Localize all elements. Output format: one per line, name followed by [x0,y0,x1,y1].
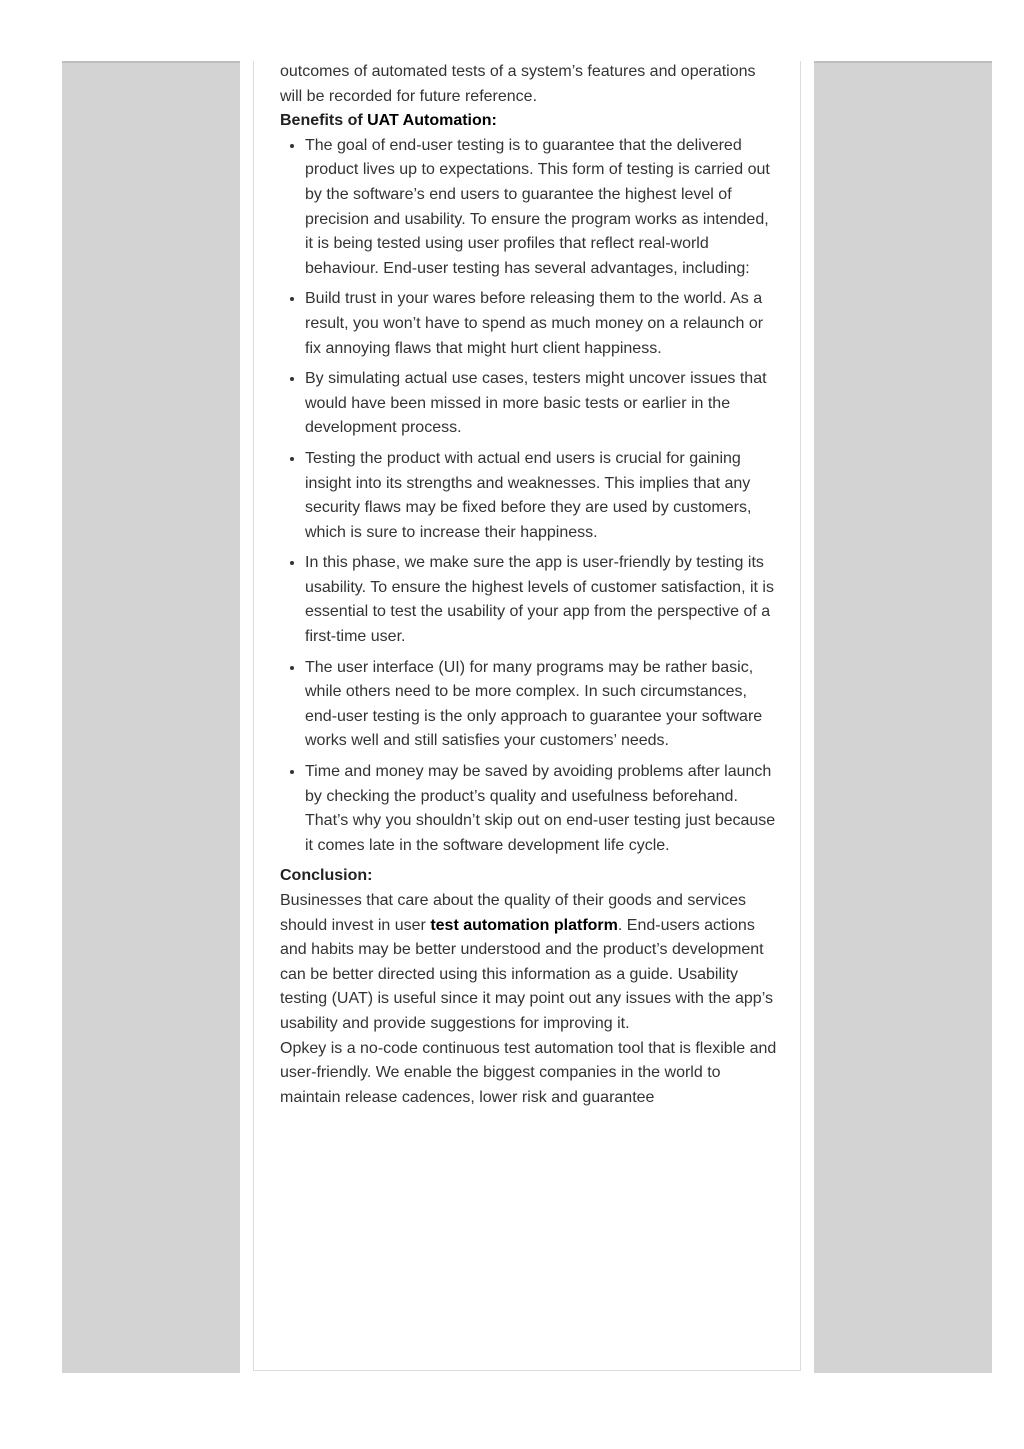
article-content [280,60,780,1110]
benefits-list [280,134,780,859]
left-gray-margin [62,61,240,1373]
benefits-heading [280,109,780,134]
list-item: • Time and money may be saved by avoiding problems after launch by checking the product’s quality and usefulness beforehand. That’s why you shouldn’t skip out on end-user testing just because it comes late in the software development life cycle. [305,760,780,858]
conclusion-text-start: Businesses that care about the quality of their goods and services should invest in user [280,892,747,934]
list-item: • Build trust in your wares before releasing them to the world. As a result, you won’t have to spend as much money on a relaunch or fix annoying flaws that might hurt client happiness. [305,287,780,361]
conclusion-heading: Conclusion: [280,867,373,885]
list-item: • The user interface (UI) for many programs may be rather basic, while others need to be more complex. In such circumstances, end-user testing is the only approach to guarantee your software works well and still satisfies your customers’ needs. [305,656,780,754]
conclusion-text-end: . End-users actions and habits may be better understood and the product’s development can be better directed using this information as a guide. Usability testing (UAT) is useful since it may point out any issues with the app’s usability and provide suggestions for improving it. [280,916,773,1032]
list-item: • Testing the product with actual end users is crucial for gaining insight into its strengths and weaknesses. This implies that any security flaws may be fixed before they are used by customers, which is sure to increase their happiness. [305,447,780,545]
opkey-paragraph: Opkey is a no-code continuous test automation tool that is flexible and user-friendly. We enable the biggest companies in the world to maintain release cadences, lower risk and guarantee [280,1039,777,1106]
conclusion-paragraph [280,889,780,1037]
intro-paragraph: outcomes of automated tests of a system’s features and operations will be recorded for future reference. [280,63,756,105]
benefits-heading-prefix: Benefits of [280,112,368,130]
right-gray-margin [814,61,992,1373]
list-item: • By simulating actual use cases, testers might uncover issues that would have been missed in more basic tests or earlier in the development process. [305,367,780,441]
list-item: • The goal of end-user testing is to guarantee that the delivered product lives up to expectations. This form of testing is carried out by the software’s end users to guarantee the highest level of precision and usability. To ensure the program works as intended, it is being tested using user profiles that reflect real-world behaviour. End-user testing has several advantages, including: [305,134,780,282]
test-automation-platform-link[interactable]: test automation platform [430,916,618,934]
benefits-heading-strong: UAT Automation: [367,112,497,130]
list-item: • In this phase, we make sure the app is user-friendly by testing its usability. To ensure the highest levels of customer satisfaction, it is essential to test the usability of your app from the perspective of a first-time user. [305,551,780,649]
